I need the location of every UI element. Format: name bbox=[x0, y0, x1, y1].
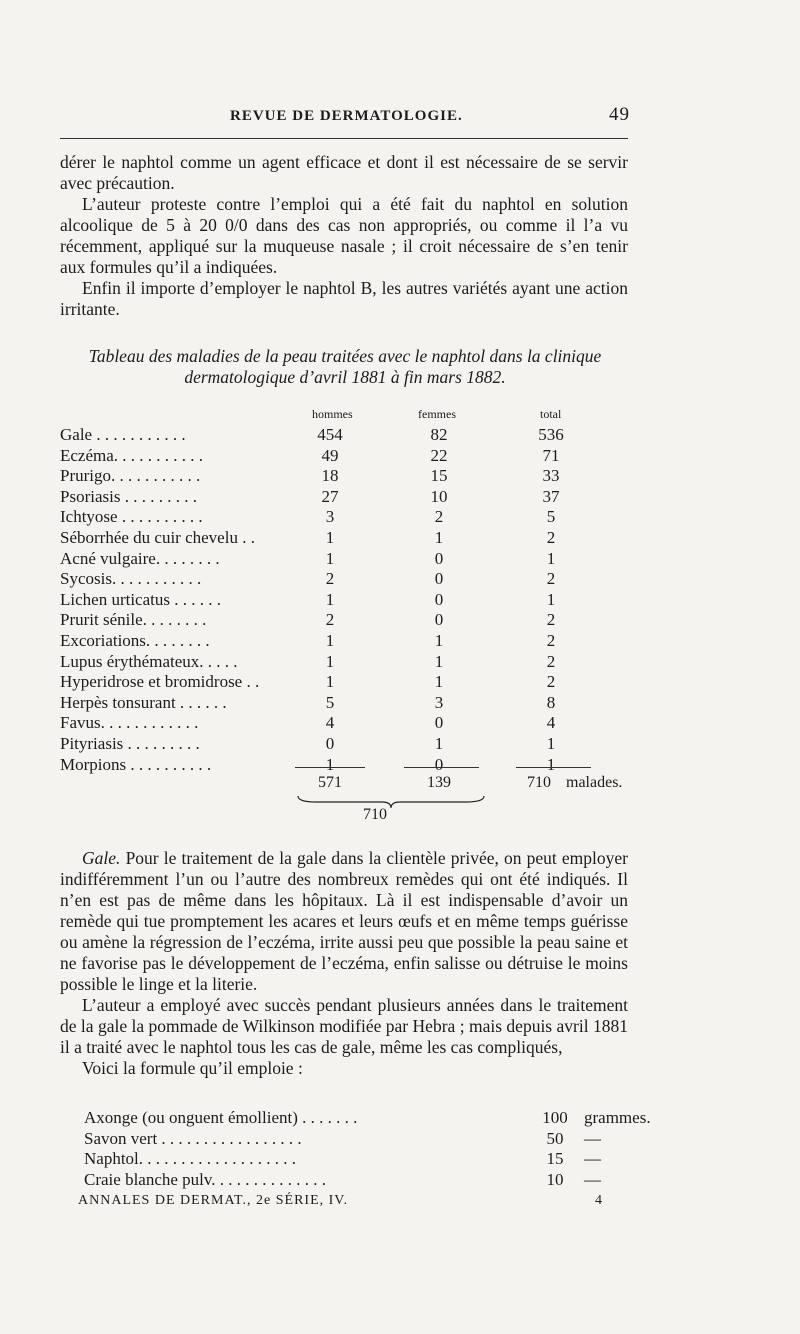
count-total: 2 bbox=[546, 672, 556, 692]
disease-name: Morpions . . . . . . . . . . bbox=[60, 754, 212, 774]
table-row bbox=[60, 466, 640, 486]
count-hommes: 1 bbox=[325, 754, 335, 774]
table-row bbox=[60, 569, 640, 589]
paragraph-2: L’auteur proteste contre l’emploi qui a été fait du naphtol en solution alcoolique de 5 à 20 0/0 dans des cas non appropriés, ou comme il l’a vu récemment, appliqué sur la muqueuse nasale ; il croit nécessaire de s’en tenir aux formules qu’il a indiquées. bbox=[60, 194, 628, 277]
ingredient-name: Naphtol. . . . . . . . . . . . . . . . . . . bbox=[84, 1149, 297, 1168]
count-hommes: 1 bbox=[325, 672, 335, 692]
disease-name: Prurigo. . . . . . . . . . . bbox=[60, 466, 201, 486]
table-row bbox=[60, 446, 640, 466]
count-total: 536 bbox=[538, 425, 564, 444]
table-row bbox=[60, 549, 640, 569]
count-femmes: 0 bbox=[434, 569, 444, 589]
table-row bbox=[60, 507, 640, 527]
count-femmes: 0 bbox=[434, 589, 444, 609]
count-total: 5 bbox=[546, 507, 556, 527]
count-total: 1 bbox=[546, 754, 556, 774]
formula-row bbox=[60, 1170, 640, 1192]
total-hommes: 571 bbox=[318, 774, 342, 791]
count-femmes: 10 bbox=[430, 486, 448, 506]
table-row bbox=[60, 528, 640, 548]
table-row bbox=[60, 487, 640, 507]
count-total: 8 bbox=[546, 692, 556, 712]
count-total: 1 bbox=[546, 589, 556, 609]
header-rule bbox=[60, 138, 628, 139]
count-hommes: 2 bbox=[325, 569, 335, 589]
formula-row bbox=[60, 1149, 640, 1171]
count-total: 37 bbox=[542, 486, 560, 506]
table-row bbox=[60, 590, 640, 610]
column-header-hommes: hommes bbox=[312, 407, 353, 421]
count-femmes: 1 bbox=[434, 672, 444, 692]
paragraph-3: Enfin il importe d’employer le naphtol B, les autres variétés ayant une action irritante. bbox=[60, 278, 628, 319]
gale-heading: Gale. bbox=[82, 848, 121, 868]
total-femmes: 139 bbox=[427, 774, 451, 791]
intro-text bbox=[60, 152, 628, 320]
formula-row bbox=[60, 1129, 640, 1151]
disease-name: Séborrhée du cuir chevelu . . bbox=[60, 528, 255, 547]
table-row bbox=[60, 631, 640, 651]
count-hommes: 1 bbox=[325, 631, 335, 650]
count-femmes: 82 bbox=[430, 425, 448, 444]
count-hommes: 27 bbox=[321, 486, 339, 506]
count-total: 1 bbox=[546, 548, 556, 568]
journal-title: REVUE DE DERMATOLOGIE. bbox=[230, 108, 463, 124]
count-total: 2 bbox=[546, 651, 556, 671]
gale-section bbox=[60, 848, 628, 1079]
paragraph-1: dérer le naphtol comme un agent efficace et dont il est nécessaire de se servir avec précaution. bbox=[60, 152, 628, 193]
paragraph-formula-intro: Voici la formule qu’il emploie : bbox=[82, 1058, 303, 1078]
count-femmes: 0 bbox=[434, 713, 444, 733]
count-hommes: 5 bbox=[325, 692, 335, 712]
count-femmes: 15 bbox=[430, 466, 448, 486]
table-caption: Tableau des maladies de la peau traitées avec le naphtol dans la clinique dermatologique d’avril 1881 à fin mars 1882. bbox=[88, 346, 602, 387]
ingredient-quantity: 15 bbox=[546, 1149, 564, 1168]
count-femmes: 1 bbox=[434, 528, 444, 547]
count-hommes: 1 bbox=[325, 589, 335, 609]
disease-name: Eczéma. . . . . . . . . . . bbox=[60, 445, 204, 465]
count-femmes: 1 bbox=[434, 651, 444, 671]
table-row bbox=[60, 755, 640, 775]
count-femmes: 2 bbox=[434, 507, 444, 527]
count-total: 2 bbox=[546, 631, 556, 650]
count-femmes: 0 bbox=[434, 754, 444, 774]
disease-name: Psoriasis . . . . . . . . . bbox=[60, 486, 197, 506]
paragraph-wilkinson: L’auteur a employé avec succès pendant plusieurs années dans le traitement de la gale la pommade de Wilkinson modifiée par Hebra ; mais depuis avril 1881 il a traité avec le naphtol tous les cas de gale, même les cas compliqués, bbox=[60, 995, 628, 1057]
table-row bbox=[60, 425, 640, 445]
count-femmes: 0 bbox=[434, 548, 444, 568]
disease-name: Lupus érythémateux. . . . . bbox=[60, 651, 238, 671]
total-label: malades. bbox=[566, 774, 623, 791]
disease-name: Gale . . . . . . . . . . . bbox=[60, 425, 186, 444]
count-femmes: 1 bbox=[434, 631, 444, 650]
sum-line-total bbox=[516, 767, 591, 768]
ingredient-unit: grammes. bbox=[584, 1108, 651, 1127]
count-hommes: 49 bbox=[321, 445, 339, 465]
disease-name: Excoriations. . . . . . . . bbox=[60, 631, 210, 650]
table-row bbox=[60, 672, 640, 692]
count-hommes: 3 bbox=[325, 507, 335, 527]
count-femmes: 22 bbox=[430, 445, 448, 465]
disease-name: Hyperidrose et bromidrose . . bbox=[60, 672, 260, 692]
footer-signature: ANNALES DE DERMAT., 2e SÉRIE, IV. bbox=[78, 1193, 349, 1208]
count-femmes: 0 bbox=[434, 610, 444, 630]
disease-name: Sycosis. . . . . . . . . . . bbox=[60, 569, 202, 589]
ingredient-unit: — bbox=[584, 1149, 601, 1168]
total-overall: 710 bbox=[527, 774, 551, 791]
count-total: 2 bbox=[546, 569, 556, 589]
ingredient-quantity: 50 bbox=[546, 1128, 564, 1148]
sum-line-hommes bbox=[295, 767, 365, 768]
count-total: 33 bbox=[542, 466, 560, 486]
table-row bbox=[60, 652, 640, 672]
table-row bbox=[60, 734, 640, 754]
footer-sheet-number: 4 bbox=[595, 1193, 602, 1208]
ingredient-quantity: 10 bbox=[546, 1169, 564, 1189]
disease-name: Acné vulgaire. . . . . . . . bbox=[60, 548, 220, 568]
table-row bbox=[60, 610, 640, 630]
ingredient-name: Savon vert . . . . . . . . . . . . . . . . . bbox=[84, 1128, 302, 1148]
count-total: 71 bbox=[542, 445, 560, 465]
running-header bbox=[60, 104, 630, 130]
disease-name: Lichen urticatus . . . . . . bbox=[60, 589, 221, 609]
count-hommes: 2 bbox=[325, 610, 335, 630]
count-total: 2 bbox=[546, 528, 556, 547]
formula-row bbox=[60, 1108, 651, 1130]
page-number: 49 bbox=[609, 104, 630, 125]
ingredient-unit: — bbox=[584, 1128, 601, 1148]
ingredient-unit: — bbox=[584, 1169, 601, 1189]
disease-name: Prurit sénile. . . . . . . . bbox=[60, 610, 207, 630]
count-hommes: 454 bbox=[317, 425, 343, 444]
gale-text: Pour le traitement de la gale dans la clientèle privée, on peut employer indifféremment l’un ou l’autre des nombreux remèdes qui ont été indiqués. Il n’en est pas de même dans les hôpitaux. Là il est indispensable d’avoir un remède qui tue promptement les acares et leurs œufs et en même temps guérisse ou amène la régression de l’eczéma, irrite aussi peu que possible la peau saine et ne favorise pas le développement de l’eczéma, enfin salisse ou détruise le moins possible le linge et la literie. bbox=[60, 848, 629, 994]
column-header-femmes: femmes bbox=[418, 407, 456, 421]
count-femmes: 3 bbox=[434, 692, 444, 712]
disease-name: Pityriasis . . . . . . . . . bbox=[60, 734, 200, 753]
disease-name: Ichtyose . . . . . . . . . . bbox=[60, 507, 203, 527]
count-hommes: 0 bbox=[325, 734, 335, 753]
count-hommes: 1 bbox=[325, 548, 335, 568]
ingredient-name: Axonge (ou onguent émollient) . . . . . . . bbox=[84, 1108, 358, 1127]
count-hommes: 1 bbox=[325, 528, 335, 547]
table-row bbox=[60, 693, 640, 713]
grand-total: 710 bbox=[363, 806, 387, 823]
sum-line-femmes bbox=[404, 767, 479, 768]
column-header-total: total bbox=[540, 407, 562, 421]
count-hommes: 1 bbox=[325, 651, 335, 671]
count-total: 2 bbox=[546, 610, 556, 630]
gale-paragraph bbox=[60, 848, 628, 995]
count-femmes: 1 bbox=[434, 734, 444, 753]
count-hommes: 4 bbox=[325, 713, 335, 733]
count-total: 4 bbox=[546, 713, 556, 733]
count-total: 1 bbox=[546, 734, 556, 753]
disease-name: Favus. . . . . . . . . . . . bbox=[60, 713, 199, 733]
table-row bbox=[60, 713, 640, 733]
ingredient-name: Craie blanche pulv. . . . . . . . . . . . . . bbox=[84, 1169, 327, 1189]
ingredient-quantity: 100 bbox=[542, 1108, 568, 1127]
count-hommes: 18 bbox=[321, 466, 339, 486]
disease-name: Herpès tonsurant . . . . . . bbox=[60, 692, 227, 712]
